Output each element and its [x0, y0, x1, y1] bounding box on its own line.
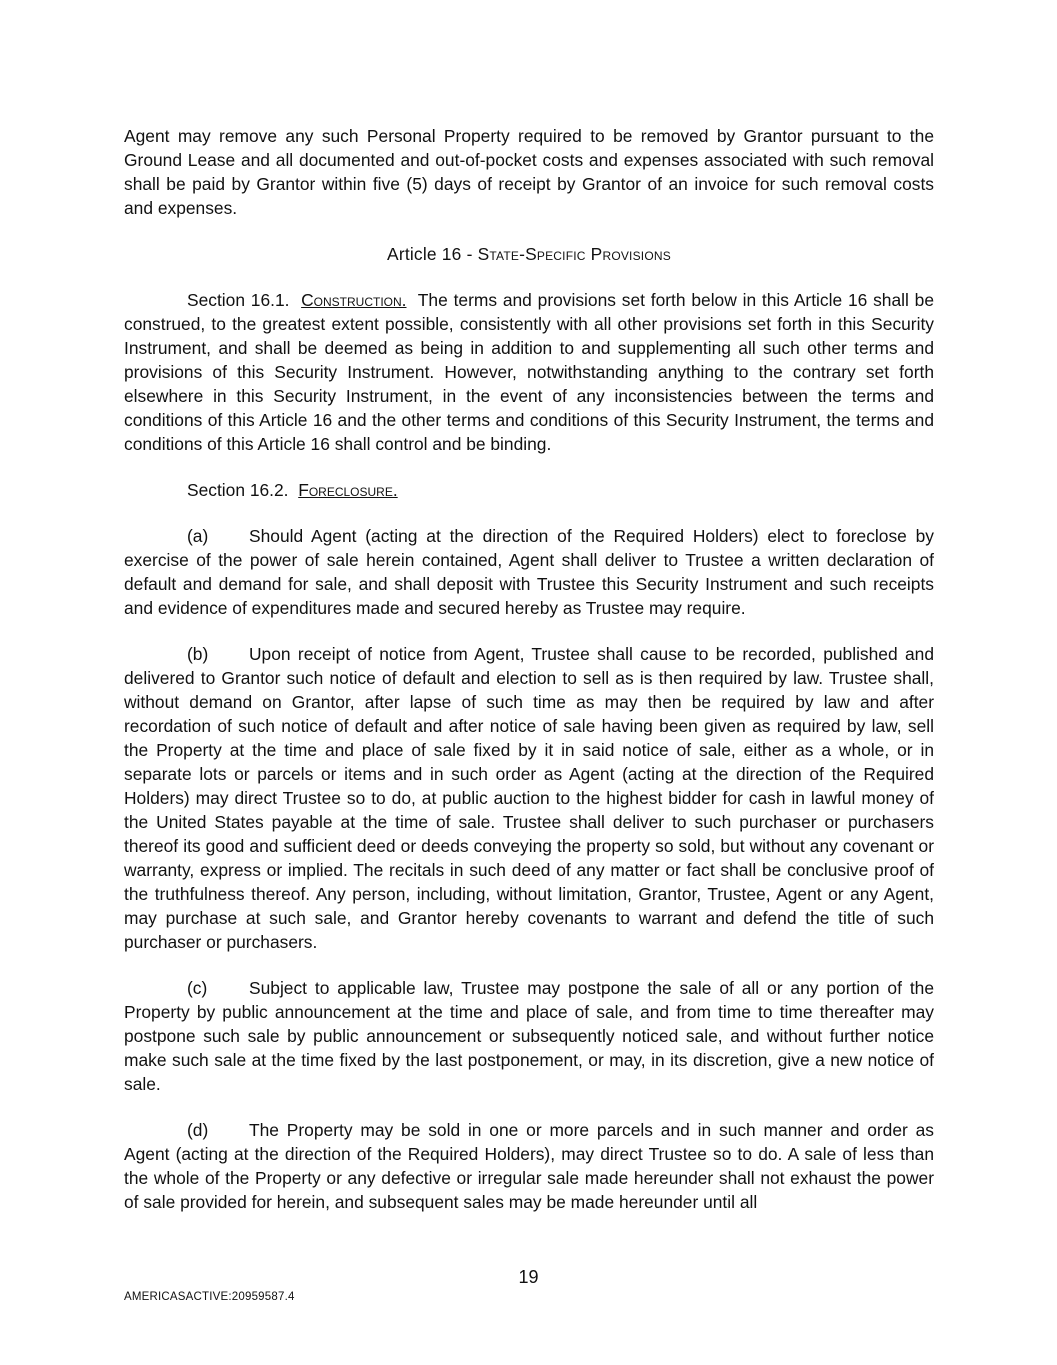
subparagraph-c-text: Subject to applicable law, Trustee may postpone the sale of all or any portion of the Property by public announcement at the time and place of sale, and from time to time thereafter may postpone such sale by public announcement or subsequently noticed sale, and without further notice make such sale at the time fixed by the last postponement, or may, in its discretion, give a new notice of sale.	[124, 978, 934, 1094]
section-16-1-text: The terms and provisions set forth below in this Article 16 shall be construed, to the greatest extent possible, consistently with all other provisions set forth in this Security Instrument, and shall be deemed as being in addition to and supplementing all such other terms and provisions of this Security Instrument. However, notwithstanding anything to the contrary set forth elsewhere in this Security Instrument, in the event of any inconsistencies between the terms and conditions of this Article 16 and the other terms and conditions of this Security Instrument, the terms and conditions of this Article 16 shall control and be binding.	[124, 290, 934, 454]
section-16-1-number: Section 16.1.	[187, 290, 290, 310]
subparagraph-a-text: Should Agent (acting at the direction of the Required Holders) elect to foreclose by exercise of the power of sale herein contained, Agent shall deliver to Trustee a written declaration of default and demand for sale, and shall deposit with Trustee this Security Instrument and such receipts and evidence of expenditures made and secured hereby as Trustee may require.	[124, 526, 934, 618]
page-number: 19	[518, 1267, 539, 1287]
article-number: Article 16	[387, 244, 462, 264]
subparagraph-d	[124, 1118, 934, 1214]
document-page	[124, 124, 934, 1236]
subparagraph-c-label: (c)	[187, 978, 208, 998]
subparagraph-d-text: The Property may be sold in one or more parcels and in such manner and order as Agent (acting at the direction of the Required Holders), may direct Trustee so to do. A sale of less than the whole of the Property or any defective or irregular sale made hereunder shall not exhaust the power of sale provided for herein, and subsequent sales may be made hereunder until all	[124, 1120, 934, 1212]
section-16-1-title: Construction.	[301, 290, 407, 310]
subparagraph-a-label: (a)	[187, 526, 209, 546]
intro-paragraph: Agent may remove any such Personal Property required to be removed by Grantor pursuant to the Ground Lease and all documented and out-of-pocket costs and expenses associated with such removal shall be paid by Grantor within five (5) days of receipt by Grantor of an invoice for such removal costs and expenses.	[124, 126, 934, 218]
section-16-2-heading	[124, 478, 934, 502]
subparagraph-c	[124, 976, 934, 1096]
article-separator: -	[461, 244, 478, 264]
document-id: AMERICASACTIVE:20959587.4	[124, 1291, 295, 1303]
section-16-1-paragraph	[124, 288, 934, 456]
subparagraph-d-label: (d)	[187, 1120, 209, 1140]
subparagraph-b	[124, 642, 934, 954]
subparagraph-a	[124, 524, 934, 620]
article-heading	[124, 242, 934, 266]
subparagraph-b-text: Upon receipt of notice from Agent, Trustee shall cause to be recorded, published and delivered to Grantor such notice of default and election to sell as is then required by law. Trustee shall, without demand on Grantor, after lapse of such time as may then be required by law and after recordation of such notice of default and after notice of sale having been given as required by law, sell the Property at the time and place of sale fixed by it in said notice of sale, either as a whole, or in separate lots or parcels or items and in such order as Agent (acting at the direction of the Required Holders) may direct Trustee so to do, at public auction to the highest bidder for cash in lawful money of the United States payable at the time of sale. Trustee shall deliver to such purchaser or purchasers thereof its good and sufficient deed or deeds conveying the property so sold, but without any covenant or warranty, express or implied. The recitals in such deed of any matter or fact shall be conclusive proof of the truthfulness thereof. Any person, including, without limitation, Grantor, Trustee, Agent or any Agent, may purchase at such sale, and Grantor hereby covenants to warrant and defend the title of such purchaser or purchasers.	[124, 644, 934, 952]
section-16-2-number: Section 16.2.	[187, 480, 289, 500]
subparagraph-b-label: (b)	[187, 644, 209, 664]
article-title: State-Specific Provisions	[477, 244, 671, 264]
section-16-2-title: Foreclosure.	[298, 480, 398, 500]
